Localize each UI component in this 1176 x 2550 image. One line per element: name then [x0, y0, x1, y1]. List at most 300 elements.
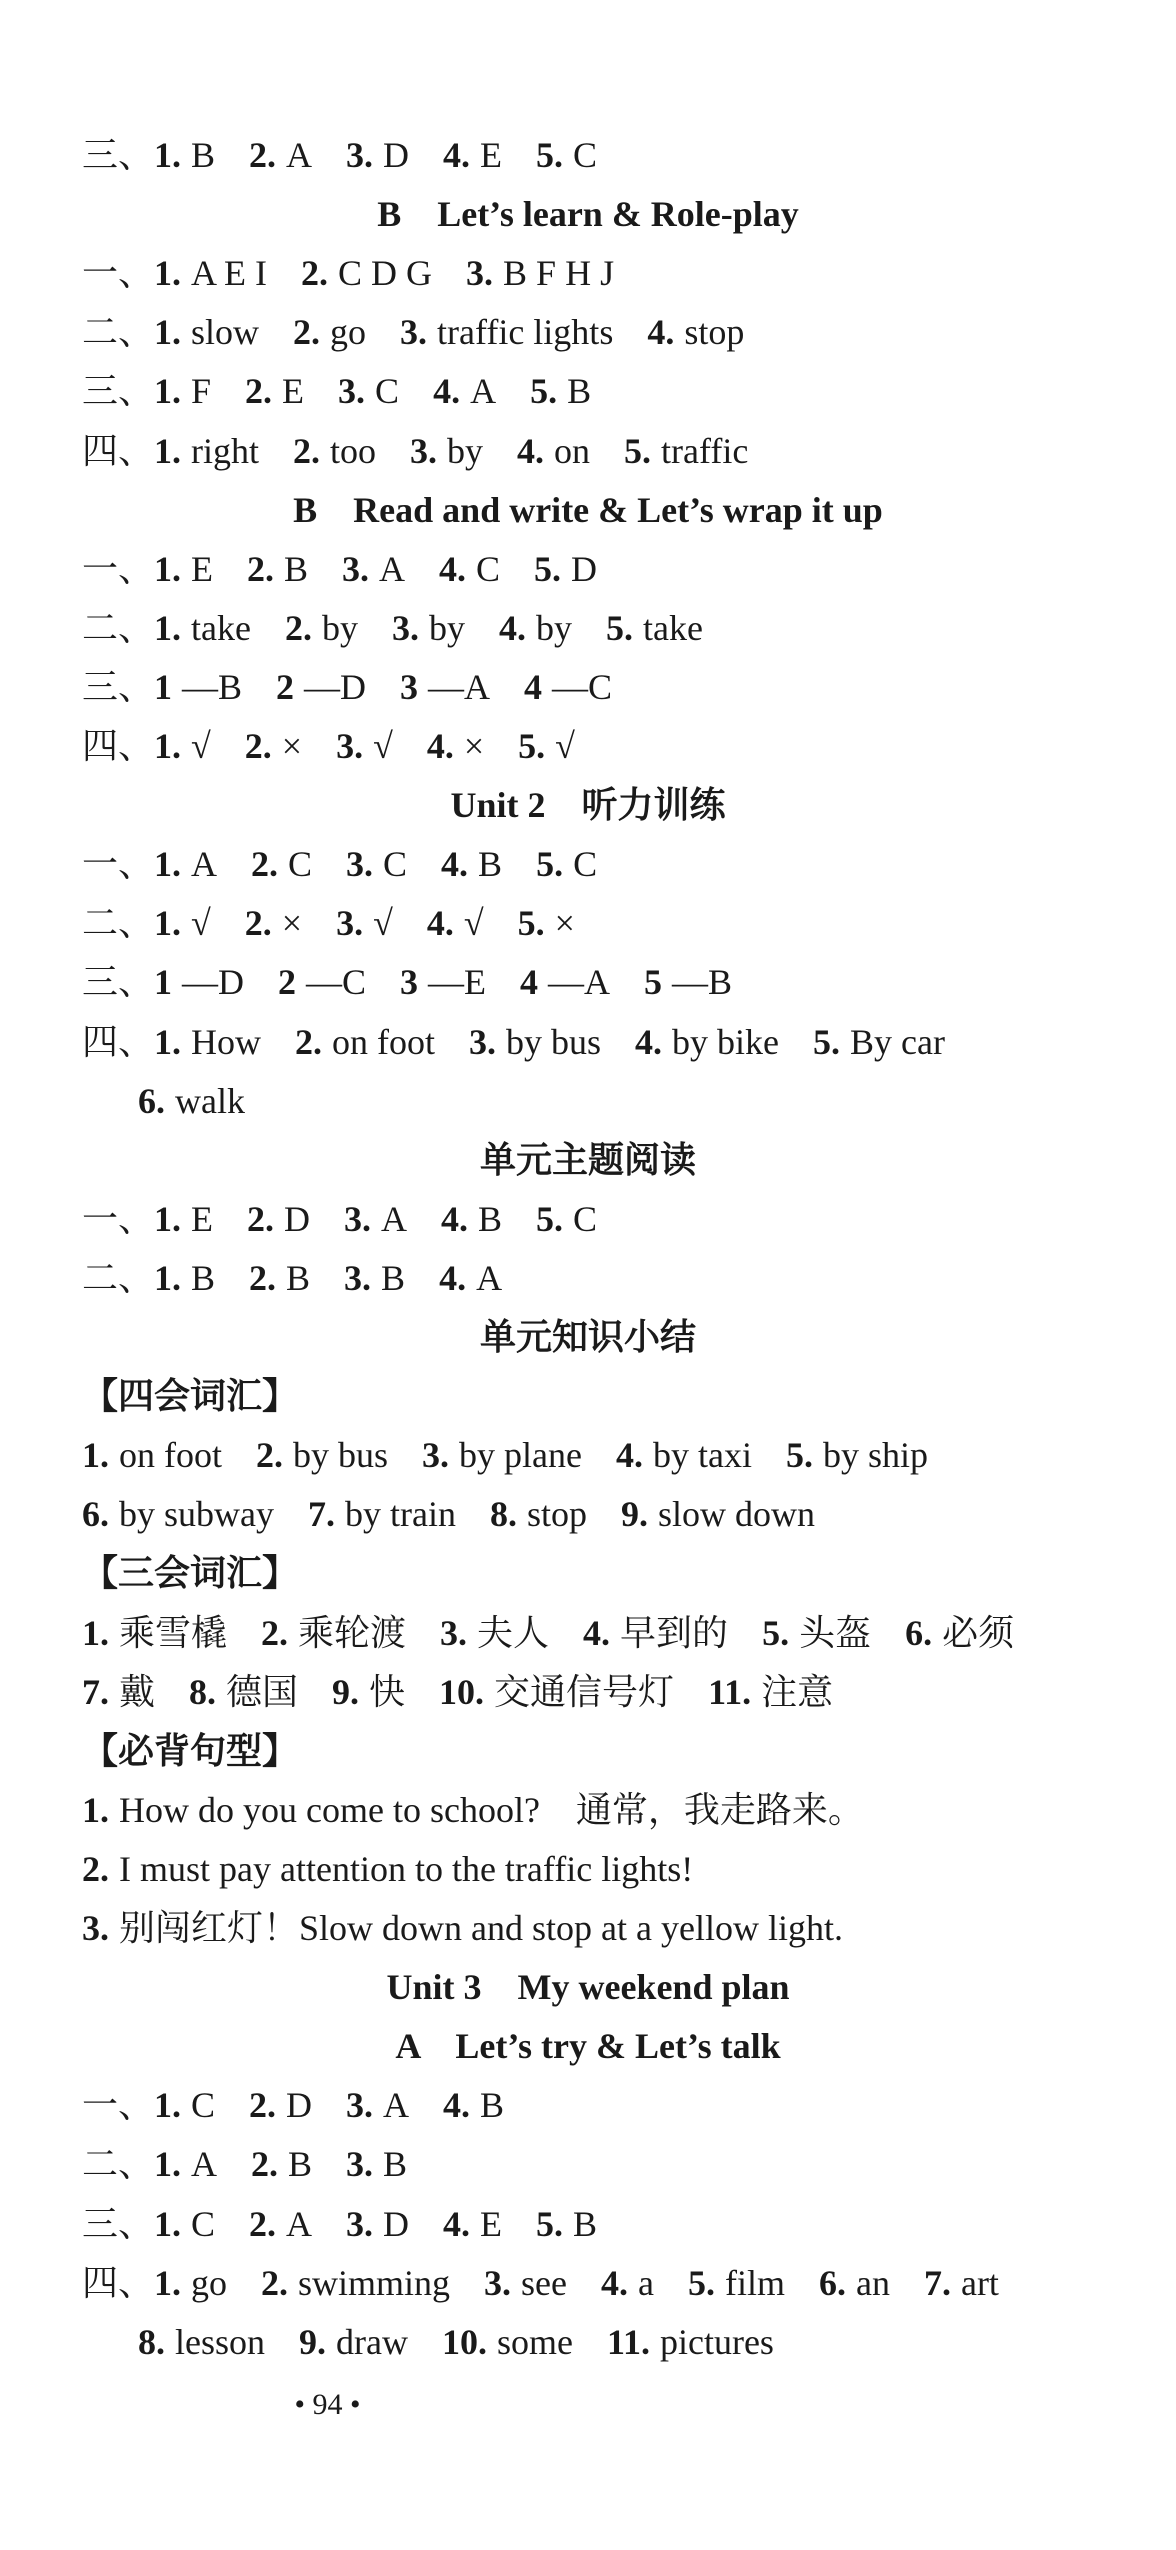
- answer-item: [301, 255, 432, 291]
- answer-item: [336, 905, 393, 941]
- answer-item: [624, 433, 748, 469]
- answer-item: [439, 551, 500, 587]
- answer-text: by: [428, 608, 465, 648]
- answer-number: 1.: [154, 844, 182, 884]
- answer-item: [520, 964, 610, 1000]
- question-group-label: 二、: [82, 608, 155, 648]
- answer-item: [443, 2206, 502, 2242]
- answer-item: [441, 846, 502, 882]
- answer-number: 1.: [154, 2263, 182, 2303]
- answer-text: A: [383, 2085, 410, 2125]
- answer-number: 2: [276, 667, 295, 707]
- answer-item: [422, 1437, 582, 1473]
- answer-item: [346, 2146, 407, 2182]
- answer-text: B: [381, 1258, 406, 1298]
- answer-number: 4.: [443, 2204, 471, 2244]
- answer-text: traffic lights: [437, 312, 614, 352]
- answer-text: D: [383, 2204, 410, 2244]
- answer-item: [607, 2324, 774, 2360]
- answer-text: 快: [369, 1672, 406, 1712]
- answer-number: 2.: [249, 2085, 277, 2125]
- answer-text: 乘雪橇: [119, 1613, 228, 1653]
- subsection-title: 【四会词汇】: [82, 1376, 299, 1416]
- answer-item: [251, 846, 312, 882]
- answer-number: 1.: [154, 371, 182, 411]
- answer-line: [82, 2087, 538, 2123]
- answer-number: 5.: [536, 135, 564, 175]
- answer-item: [344, 1201, 407, 1237]
- answer-item: [336, 728, 393, 764]
- answer-text: E: [480, 135, 503, 175]
- answer-number: 11.: [708, 1672, 752, 1712]
- answer-item: [344, 1260, 405, 1296]
- answer-line: [82, 964, 766, 1000]
- answer-text: A E I: [191, 253, 268, 293]
- answer-text: swimming: [298, 2263, 451, 2303]
- answer-number: 3.: [346, 2204, 374, 2244]
- answer-line: [82, 1615, 1048, 1651]
- answer-number: 4.: [647, 312, 675, 352]
- answer-number: 2.: [261, 1613, 289, 1653]
- answer-item: [154, 373, 211, 409]
- answer-text: E: [191, 1199, 214, 1239]
- section-heading: A Let’s try & Let’s talk: [395, 2026, 781, 2066]
- answer-number: 3.: [344, 1258, 372, 1298]
- answer-number: 3.: [82, 1908, 109, 1948]
- answer-item: [688, 2265, 785, 2301]
- answer-text: F: [191, 371, 212, 411]
- answer-number: 3.: [469, 1022, 497, 1062]
- answer-item: [427, 728, 484, 764]
- answer-item: [439, 1674, 674, 1710]
- answer-number: 6.: [138, 1081, 165, 1121]
- question-group-label: 三、: [82, 667, 155, 707]
- answer-number: 1.: [154, 2204, 182, 2244]
- answer-item: [518, 728, 575, 764]
- answer-item: [295, 1024, 435, 1060]
- answer-item: [247, 1201, 310, 1237]
- answer-text: go: [330, 312, 367, 352]
- answer-text: pictures: [659, 2322, 774, 2362]
- section-heading: B Let’s learn & Role-play: [377, 194, 799, 234]
- answer-number: 3.: [410, 431, 438, 471]
- answer-number: 5.: [534, 549, 562, 589]
- answer-number: 2.: [293, 431, 321, 471]
- answer-text: stop: [684, 312, 745, 352]
- answer-item: [762, 1615, 871, 1651]
- answer-item: [400, 669, 490, 705]
- answer-text: C: [476, 549, 501, 589]
- answer-item: [154, 1024, 261, 1060]
- answer-line: [82, 373, 625, 409]
- answer-item: [346, 2206, 409, 2242]
- answer-number: 3.: [484, 2263, 512, 2303]
- answer-item: [644, 964, 732, 1000]
- answer-number: 10.: [441, 2322, 487, 2362]
- answer-item: [82, 1910, 843, 1946]
- answer-text: on foot: [332, 1022, 436, 1062]
- answer-text: art: [960, 2263, 999, 2303]
- section-heading: 单元主题阅读: [479, 1140, 696, 1180]
- answer-number: 2.: [284, 608, 312, 648]
- answer-item: [276, 669, 366, 705]
- answer-number: 1: [154, 667, 173, 707]
- answer-item: [490, 1496, 587, 1532]
- answer-number: 10.: [439, 1672, 485, 1712]
- answer-text: C: [573, 1199, 598, 1239]
- question-group-label: 二、: [82, 2144, 155, 2184]
- answer-item: [154, 905, 211, 941]
- answer-item: [433, 373, 496, 409]
- question-group-label: 三、: [82, 135, 155, 175]
- answer-item: [261, 1615, 406, 1651]
- question-group-label: 四、: [82, 726, 155, 766]
- answer-number: 9.: [332, 1672, 360, 1712]
- answer-number: 5.: [536, 1199, 564, 1239]
- answer-text: by: [535, 608, 572, 648]
- answer-number: 3: [400, 667, 419, 707]
- answer-number: 2.: [82, 1849, 109, 1889]
- answer-number: 1.: [154, 431, 182, 471]
- answer-text: take: [642, 608, 703, 648]
- answer-line: [82, 1024, 979, 1060]
- answer-text: take: [191, 608, 251, 648]
- answer-number: 2.: [244, 903, 272, 943]
- answer-number: 5.: [517, 903, 545, 943]
- answer-number: 2.: [251, 2144, 279, 2184]
- answer-item: [443, 137, 502, 173]
- answer-number: 6.: [82, 1494, 109, 1534]
- answer-number: 2.: [301, 253, 329, 293]
- answer-text: √: [373, 903, 393, 943]
- answer-item: [819, 2265, 890, 2301]
- answer-number: 2: [278, 962, 297, 1002]
- answer-item: [154, 433, 259, 469]
- answer-number: 5.: [785, 1435, 813, 1475]
- answer-item: [517, 433, 590, 469]
- answer-number: 1.: [154, 1258, 182, 1298]
- answer-number: 6.: [905, 1613, 933, 1653]
- answer-text: A: [191, 844, 218, 884]
- answer-line: [82, 2206, 631, 2242]
- answer-number: 3.: [338, 371, 366, 411]
- answer-item: [249, 137, 312, 173]
- answer-text: B: [567, 371, 592, 411]
- answer-number: 3: [400, 962, 419, 1002]
- answer-item: [299, 2324, 408, 2360]
- answer-number: 2.: [256, 1435, 283, 1475]
- answer-number: 5.: [762, 1613, 790, 1653]
- answer-number: 3.: [336, 726, 364, 766]
- answer-text: film: [724, 2263, 785, 2303]
- answer-text: D: [383, 135, 410, 175]
- answer-item: [82, 1615, 227, 1651]
- answer-item: [536, 137, 597, 173]
- answer-text: B F H J: [503, 253, 615, 293]
- question-group-label: 四、: [82, 2263, 155, 2303]
- question-group-label: 二、: [82, 1258, 155, 1298]
- answer-item: [813, 1024, 945, 1060]
- answer-item: [616, 1437, 752, 1473]
- answer-number: 5.: [813, 1022, 841, 1062]
- answer-line: [82, 1910, 877, 1946]
- answer-item: [524, 669, 612, 705]
- answer-item: [82, 1792, 864, 1828]
- answer-line: [82, 1792, 898, 1828]
- answer-text: on: [554, 431, 591, 471]
- answer-number: 3.: [346, 135, 374, 175]
- answer-number: 9.: [299, 2322, 326, 2362]
- answer-number: 1.: [154, 1022, 182, 1062]
- answer-item: [154, 610, 251, 646]
- answer-text: A: [379, 549, 406, 589]
- answer-text: B: [286, 1258, 311, 1298]
- answer-number: 3.: [440, 1613, 468, 1653]
- answer-number: 4.: [517, 431, 545, 471]
- answer-number: 4.: [426, 903, 454, 943]
- answer-text: 注意: [761, 1672, 834, 1712]
- answer-item: [154, 1201, 213, 1237]
- subsection-title: 【必背句型】: [82, 1731, 299, 1771]
- answer-item: [400, 314, 613, 350]
- answer-text: 夫人: [477, 1613, 550, 1653]
- answer-number: 4.: [601, 2263, 628, 2303]
- answer-number: 1.: [82, 1790, 109, 1830]
- answer-item: [154, 728, 211, 764]
- answer-number: 2.: [293, 312, 321, 352]
- answer-text: by ship: [822, 1435, 928, 1475]
- answer-item: [400, 964, 486, 1000]
- answer-text: C: [288, 844, 313, 884]
- answer-item: [154, 2146, 217, 2182]
- answer-text: 乘轮渡: [298, 1613, 407, 1653]
- answer-item: [82, 1437, 222, 1473]
- answer-text: 德国: [226, 1672, 299, 1712]
- answer-text: by bus: [293, 1435, 389, 1475]
- answer-number: 2.: [251, 844, 279, 884]
- answer-number: 4.: [443, 2085, 471, 2125]
- answer-text: by train: [345, 1494, 456, 1534]
- answer-number: 5.: [605, 608, 633, 648]
- answer-item: [138, 2324, 265, 2360]
- answer-number: 3.: [346, 2144, 374, 2184]
- answer-number: 3.: [400, 312, 428, 352]
- answer-item: [530, 373, 591, 409]
- answer-item: [82, 1496, 274, 1532]
- answer-text: —C: [306, 962, 367, 1002]
- answer-line: [82, 2146, 441, 2182]
- answer-text: A: [286, 135, 313, 175]
- answer-text: traffic: [661, 431, 749, 471]
- answer-text: A: [381, 1199, 408, 1239]
- answer-number: 2.: [261, 2263, 289, 2303]
- answer-text: by plane: [459, 1435, 582, 1475]
- answer-item: [346, 846, 407, 882]
- answer-item: [251, 2146, 312, 2182]
- answer-text: C: [573, 135, 598, 175]
- answer-number: 2.: [295, 1022, 323, 1062]
- answer-item: [466, 255, 614, 291]
- answer-item: [635, 1024, 779, 1060]
- answer-item: [256, 1437, 388, 1473]
- answer-text: B: [191, 1258, 216, 1298]
- answer-item: [338, 373, 399, 409]
- answer-text: 早到的: [620, 1613, 729, 1653]
- answer-item: [285, 610, 358, 646]
- answer-number: 5.: [518, 726, 546, 766]
- answer-text: D: [571, 549, 598, 589]
- answer-text: C: [191, 2204, 216, 2244]
- answer-text: How do you come to school? 通常，我走路来。: [119, 1790, 864, 1830]
- answer-number: 7.: [923, 2263, 951, 2303]
- answer-number: 5.: [530, 371, 558, 411]
- answer-item: [499, 610, 572, 646]
- answer-text: B: [288, 2144, 313, 2184]
- answer-text: √: [191, 726, 211, 766]
- answer-number: 4.: [441, 1199, 469, 1239]
- answer-number: 4.: [583, 1613, 611, 1653]
- answer-item: [536, 2206, 597, 2242]
- answer-item: [249, 2206, 312, 2242]
- answer-item: [154, 2265, 227, 2301]
- answer-number: 1.: [154, 1199, 182, 1239]
- answer-text: —B: [182, 667, 243, 707]
- answer-text: C: [383, 844, 408, 884]
- answer-line: [82, 1674, 867, 1710]
- answer-item: [82, 1674, 155, 1710]
- page-number: • 94 •: [294, 2388, 361, 2421]
- question-group-label: 三、: [82, 2204, 155, 2244]
- answer-number: 4.: [426, 726, 454, 766]
- answer-text: A: [286, 2204, 313, 2244]
- answer-item: [245, 728, 302, 764]
- answer-item: [441, 1201, 502, 1237]
- answer-number: 4.: [439, 1258, 467, 1298]
- answer-item: [442, 2324, 573, 2360]
- answer-item: [469, 1024, 601, 1060]
- answer-item: [154, 964, 244, 1000]
- question-group-label: 四、: [82, 431, 155, 471]
- answer-number: 3.: [342, 549, 370, 589]
- answer-item: [346, 137, 409, 173]
- answer-text: √: [373, 726, 393, 766]
- answer-text: B: [383, 2144, 408, 2184]
- answer-number: 4.: [433, 371, 461, 411]
- answer-number: 2.: [247, 549, 275, 589]
- answer-text: √: [555, 726, 575, 766]
- answer-line: [138, 2324, 808, 2360]
- answer-text: E: [480, 2204, 503, 2244]
- answer-item: [82, 1851, 693, 1887]
- answer-item: [786, 1437, 928, 1473]
- answer-item: [249, 1260, 310, 1296]
- answer-text: —B: [672, 962, 733, 1002]
- answer-line: [82, 1437, 962, 1473]
- answer-text: 头盔: [799, 1613, 872, 1653]
- answer-number: 3.: [344, 1199, 372, 1239]
- answer-number: 8.: [138, 2322, 165, 2362]
- answer-text: slow: [191, 312, 260, 352]
- section-heading: Unit 3 My weekend plan: [386, 1967, 790, 2007]
- answer-item: [518, 905, 575, 941]
- answer-number: 1.: [154, 2085, 182, 2125]
- answer-line: [82, 728, 609, 764]
- answer-text: ×: [554, 903, 575, 943]
- answer-number: 9.: [621, 1494, 648, 1534]
- question-group-label: 一、: [82, 253, 155, 293]
- answer-number: 1.: [82, 1613, 109, 1653]
- answer-item: [647, 314, 744, 350]
- answer-number: 4.: [635, 1022, 663, 1062]
- answer-line: [82, 255, 648, 291]
- question-group-label: 一、: [82, 549, 155, 589]
- answer-item: [293, 433, 376, 469]
- answer-number: 1.: [154, 2144, 182, 2184]
- answer-number: 3.: [336, 903, 364, 943]
- answer-item: [583, 1615, 728, 1651]
- answer-item: [621, 1496, 815, 1532]
- answer-text: by bus: [506, 1022, 602, 1062]
- answer-text: ×: [281, 903, 303, 943]
- answer-text: 别闯红灯！Slow down and stop at a yellow light.: [119, 1908, 843, 1948]
- answer-item: [606, 610, 703, 646]
- answer-text: B: [478, 844, 503, 884]
- answer-number: 1.: [154, 726, 182, 766]
- answer-line: [82, 669, 646, 705]
- answer-item: [278, 964, 366, 1000]
- answer-number: 8.: [489, 1494, 517, 1534]
- answer-item: [154, 255, 267, 291]
- answer-item: [154, 1260, 215, 1296]
- section-heading: Unit 2 听力训练: [450, 785, 726, 825]
- answer-line: [82, 314, 778, 350]
- answer-number: 6.: [818, 2263, 846, 2303]
- answer-item: [154, 2087, 215, 2123]
- question-group-label: 二、: [82, 903, 155, 943]
- answer-text: —A: [428, 667, 491, 707]
- answer-number: 4: [520, 962, 539, 1002]
- answer-item: [154, 137, 215, 173]
- answer-number: 2.: [249, 1258, 277, 1298]
- answer-text: √: [191, 903, 211, 943]
- answer-text: a: [638, 2263, 654, 2303]
- answer-text: some: [496, 2322, 573, 2362]
- answer-text: C: [573, 844, 598, 884]
- answer-text: by bike: [672, 1022, 780, 1062]
- answer-number: 3.: [346, 2085, 374, 2125]
- answer-number: 2.: [245, 371, 273, 411]
- answer-text: —A: [548, 962, 611, 1002]
- answer-item: [138, 1083, 245, 1119]
- answer-text: I must pay attention to the traffic lights!: [119, 1849, 694, 1889]
- answer-text: right: [191, 431, 260, 471]
- answer-number: 4: [524, 667, 543, 707]
- answer-item: [905, 1615, 1014, 1651]
- question-group-label: 一、: [82, 1199, 155, 1239]
- answer-line: [82, 1201, 631, 1237]
- question-group-label: 二、: [82, 312, 155, 352]
- answer-item: [536, 1201, 597, 1237]
- answer-number: 3.: [422, 1435, 450, 1475]
- answer-item: [410, 433, 483, 469]
- answer-number: 3.: [391, 608, 419, 648]
- answer-item: [440, 1615, 549, 1651]
- answer-item: [439, 1260, 502, 1296]
- answer-item: [484, 2265, 567, 2301]
- answer-item: [249, 2087, 312, 2123]
- answer-text: —D: [304, 667, 367, 707]
- answer-number: 1.: [154, 312, 182, 352]
